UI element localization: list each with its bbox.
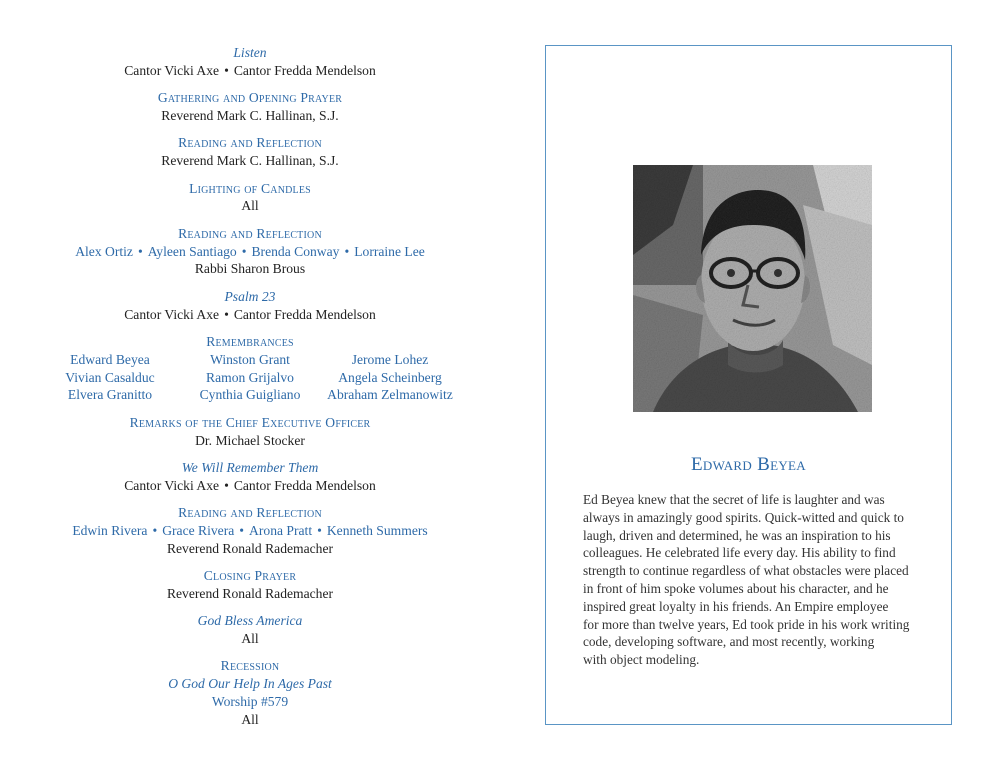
participant-name: All bbox=[241, 198, 259, 214]
remembered-name: Ramon Grijalvo bbox=[206, 369, 294, 385]
remembered-name: Cynthia Guigliano bbox=[199, 387, 301, 403]
section-title: Remembrances bbox=[206, 333, 294, 349]
program-section bbox=[40, 225, 460, 278]
biography-line: with object modeling. bbox=[583, 652, 700, 668]
participant-line bbox=[40, 243, 460, 261]
participant-name: Cantor Fredda Mendelson bbox=[233, 62, 376, 78]
participant-name: Alex Ortiz bbox=[75, 243, 133, 259]
participant-line bbox=[40, 477, 460, 495]
section-title: God Bless America bbox=[197, 613, 303, 629]
participant-line bbox=[40, 585, 460, 603]
section-title: Remarks of the Chief Executive Officer bbox=[129, 414, 371, 430]
program-section bbox=[40, 89, 460, 125]
memorial-panel bbox=[545, 45, 952, 725]
biography-line: always in amazingly good spirits. Quick-witted and quick to bbox=[583, 509, 904, 525]
participant-line bbox=[40, 522, 460, 540]
remembered-name: Abraham Zelmanowitz bbox=[327, 387, 453, 403]
remembered-name: Winston Grant bbox=[210, 351, 290, 367]
remembered-name: Vivian Casalduc bbox=[65, 369, 155, 385]
section-title: We Will Remember Them bbox=[181, 459, 319, 475]
program-section bbox=[40, 180, 460, 216]
remembered-name: Jerome Lohez bbox=[351, 351, 429, 367]
remembered-name: Edward Beyea bbox=[70, 351, 150, 367]
program-section bbox=[40, 459, 460, 495]
program-section bbox=[40, 44, 460, 80]
section-title: Reading and Reflection bbox=[178, 135, 322, 151]
participant-name: Cantor Vicki Axe bbox=[124, 306, 220, 322]
participant-name: Ayleen Santiago bbox=[147, 243, 237, 259]
participant-line bbox=[40, 630, 460, 648]
participant-name: Reverend Mark C. Hallinan, S.J. bbox=[161, 107, 339, 123]
bullet-separator: • bbox=[152, 522, 158, 538]
program-section bbox=[40, 612, 460, 648]
section-title: Psalm 23 bbox=[224, 288, 276, 304]
participant-line bbox=[40, 432, 460, 450]
biography-line: Ed Beyea knew that the secret of life is laughter and was bbox=[583, 492, 885, 507]
program-sections-top bbox=[40, 44, 460, 323]
bullet-separator: • bbox=[224, 62, 229, 78]
bullet-separator: • bbox=[224, 477, 229, 493]
memorial-name: Edward Beyea bbox=[691, 454, 806, 475]
section-title: Gathering and Opening Prayer bbox=[157, 90, 343, 106]
participant-name: Edwin Rivera bbox=[72, 522, 148, 538]
participant-line: Reverend Ronald Rademacher bbox=[166, 540, 334, 556]
section-title: Reading and Reflection bbox=[178, 505, 322, 521]
program-section bbox=[40, 504, 460, 557]
participant-name: Grace Rivera bbox=[162, 522, 235, 538]
bullet-separator: • bbox=[224, 306, 229, 322]
participant-line: Rabbi Sharon Brous bbox=[194, 261, 306, 277]
participant-name: Cantor Vicki Axe bbox=[124, 62, 220, 78]
biography-line: strength to continue regardless of what obstacles were placed bbox=[583, 563, 909, 579]
participant-line bbox=[40, 306, 460, 324]
participant-name: Reverend Mark C. Hallinan, S.J. bbox=[161, 153, 339, 169]
remembered-name: Elvera Granitto bbox=[67, 387, 153, 403]
hymn-title: O God Our Help In Ages Past bbox=[168, 676, 332, 692]
remembrances-names bbox=[40, 351, 460, 404]
bullet-separator: • bbox=[241, 243, 247, 259]
bullet-separator: • bbox=[317, 522, 322, 538]
program-section bbox=[40, 567, 460, 603]
bullet-separator: • bbox=[239, 522, 245, 538]
participant-line bbox=[40, 107, 460, 125]
worship-number: Worship #579 bbox=[211, 694, 289, 710]
biography-line: code, developing software, and most recently, working bbox=[583, 634, 875, 650]
section-title: Recession bbox=[220, 658, 280, 674]
participant-line bbox=[40, 197, 460, 215]
biography-line: colleagues. He celebrated life every day. His ability to find bbox=[583, 545, 896, 561]
participant-name: Reverend Ronald Rademacher bbox=[166, 585, 334, 601]
biography-line: for more than twelve years, Ed took pride in his work writing bbox=[583, 616, 910, 632]
biography-line: in front of him spoke volumes about his character, and he bbox=[583, 580, 889, 596]
portrait-image bbox=[633, 165, 872, 412]
memorial-biography bbox=[583, 491, 923, 669]
section-title: Listen bbox=[233, 45, 267, 60]
participant-name: Cantor Fredda Mendelson bbox=[233, 306, 376, 322]
biography-line: laugh, driven and determined, he was an inspiration to his bbox=[583, 527, 891, 543]
section-title: Lighting of Candles bbox=[189, 180, 311, 196]
participant-name: Cantor Vicki Axe bbox=[124, 477, 220, 493]
program-section bbox=[40, 414, 460, 450]
program-column bbox=[40, 44, 460, 738]
participant-name: Cantor Fredda Mendelson bbox=[233, 477, 376, 493]
participant-name: Brenda Conway bbox=[251, 243, 340, 259]
participant-name: Dr. Michael Stocker bbox=[195, 432, 305, 448]
program-section bbox=[40, 134, 460, 170]
bullet-separator: • bbox=[344, 243, 350, 259]
remembrances-section bbox=[40, 333, 460, 404]
section-title: Reading and Reflection bbox=[178, 225, 322, 241]
participant-name: Lorraine Lee bbox=[354, 243, 425, 259]
participant-line bbox=[40, 62, 460, 80]
remembered-name: Angela Scheinberg bbox=[338, 369, 442, 385]
biography-line: inspired great loyalty in his friends. An Empire employee bbox=[583, 598, 889, 614]
portrait-photo bbox=[633, 165, 872, 412]
bullet-separator: • bbox=[137, 243, 143, 259]
participant-name: Arona Pratt bbox=[249, 522, 313, 538]
participant-name: Kenneth Summers bbox=[326, 522, 428, 538]
section-title: Closing Prayer bbox=[203, 568, 297, 584]
participant-line: All bbox=[241, 711, 259, 727]
participant-line bbox=[40, 152, 460, 170]
recession-section bbox=[40, 657, 460, 728]
participant-name: All bbox=[241, 631, 259, 647]
program-sections-bottom bbox=[40, 414, 460, 648]
program-section bbox=[40, 288, 460, 324]
